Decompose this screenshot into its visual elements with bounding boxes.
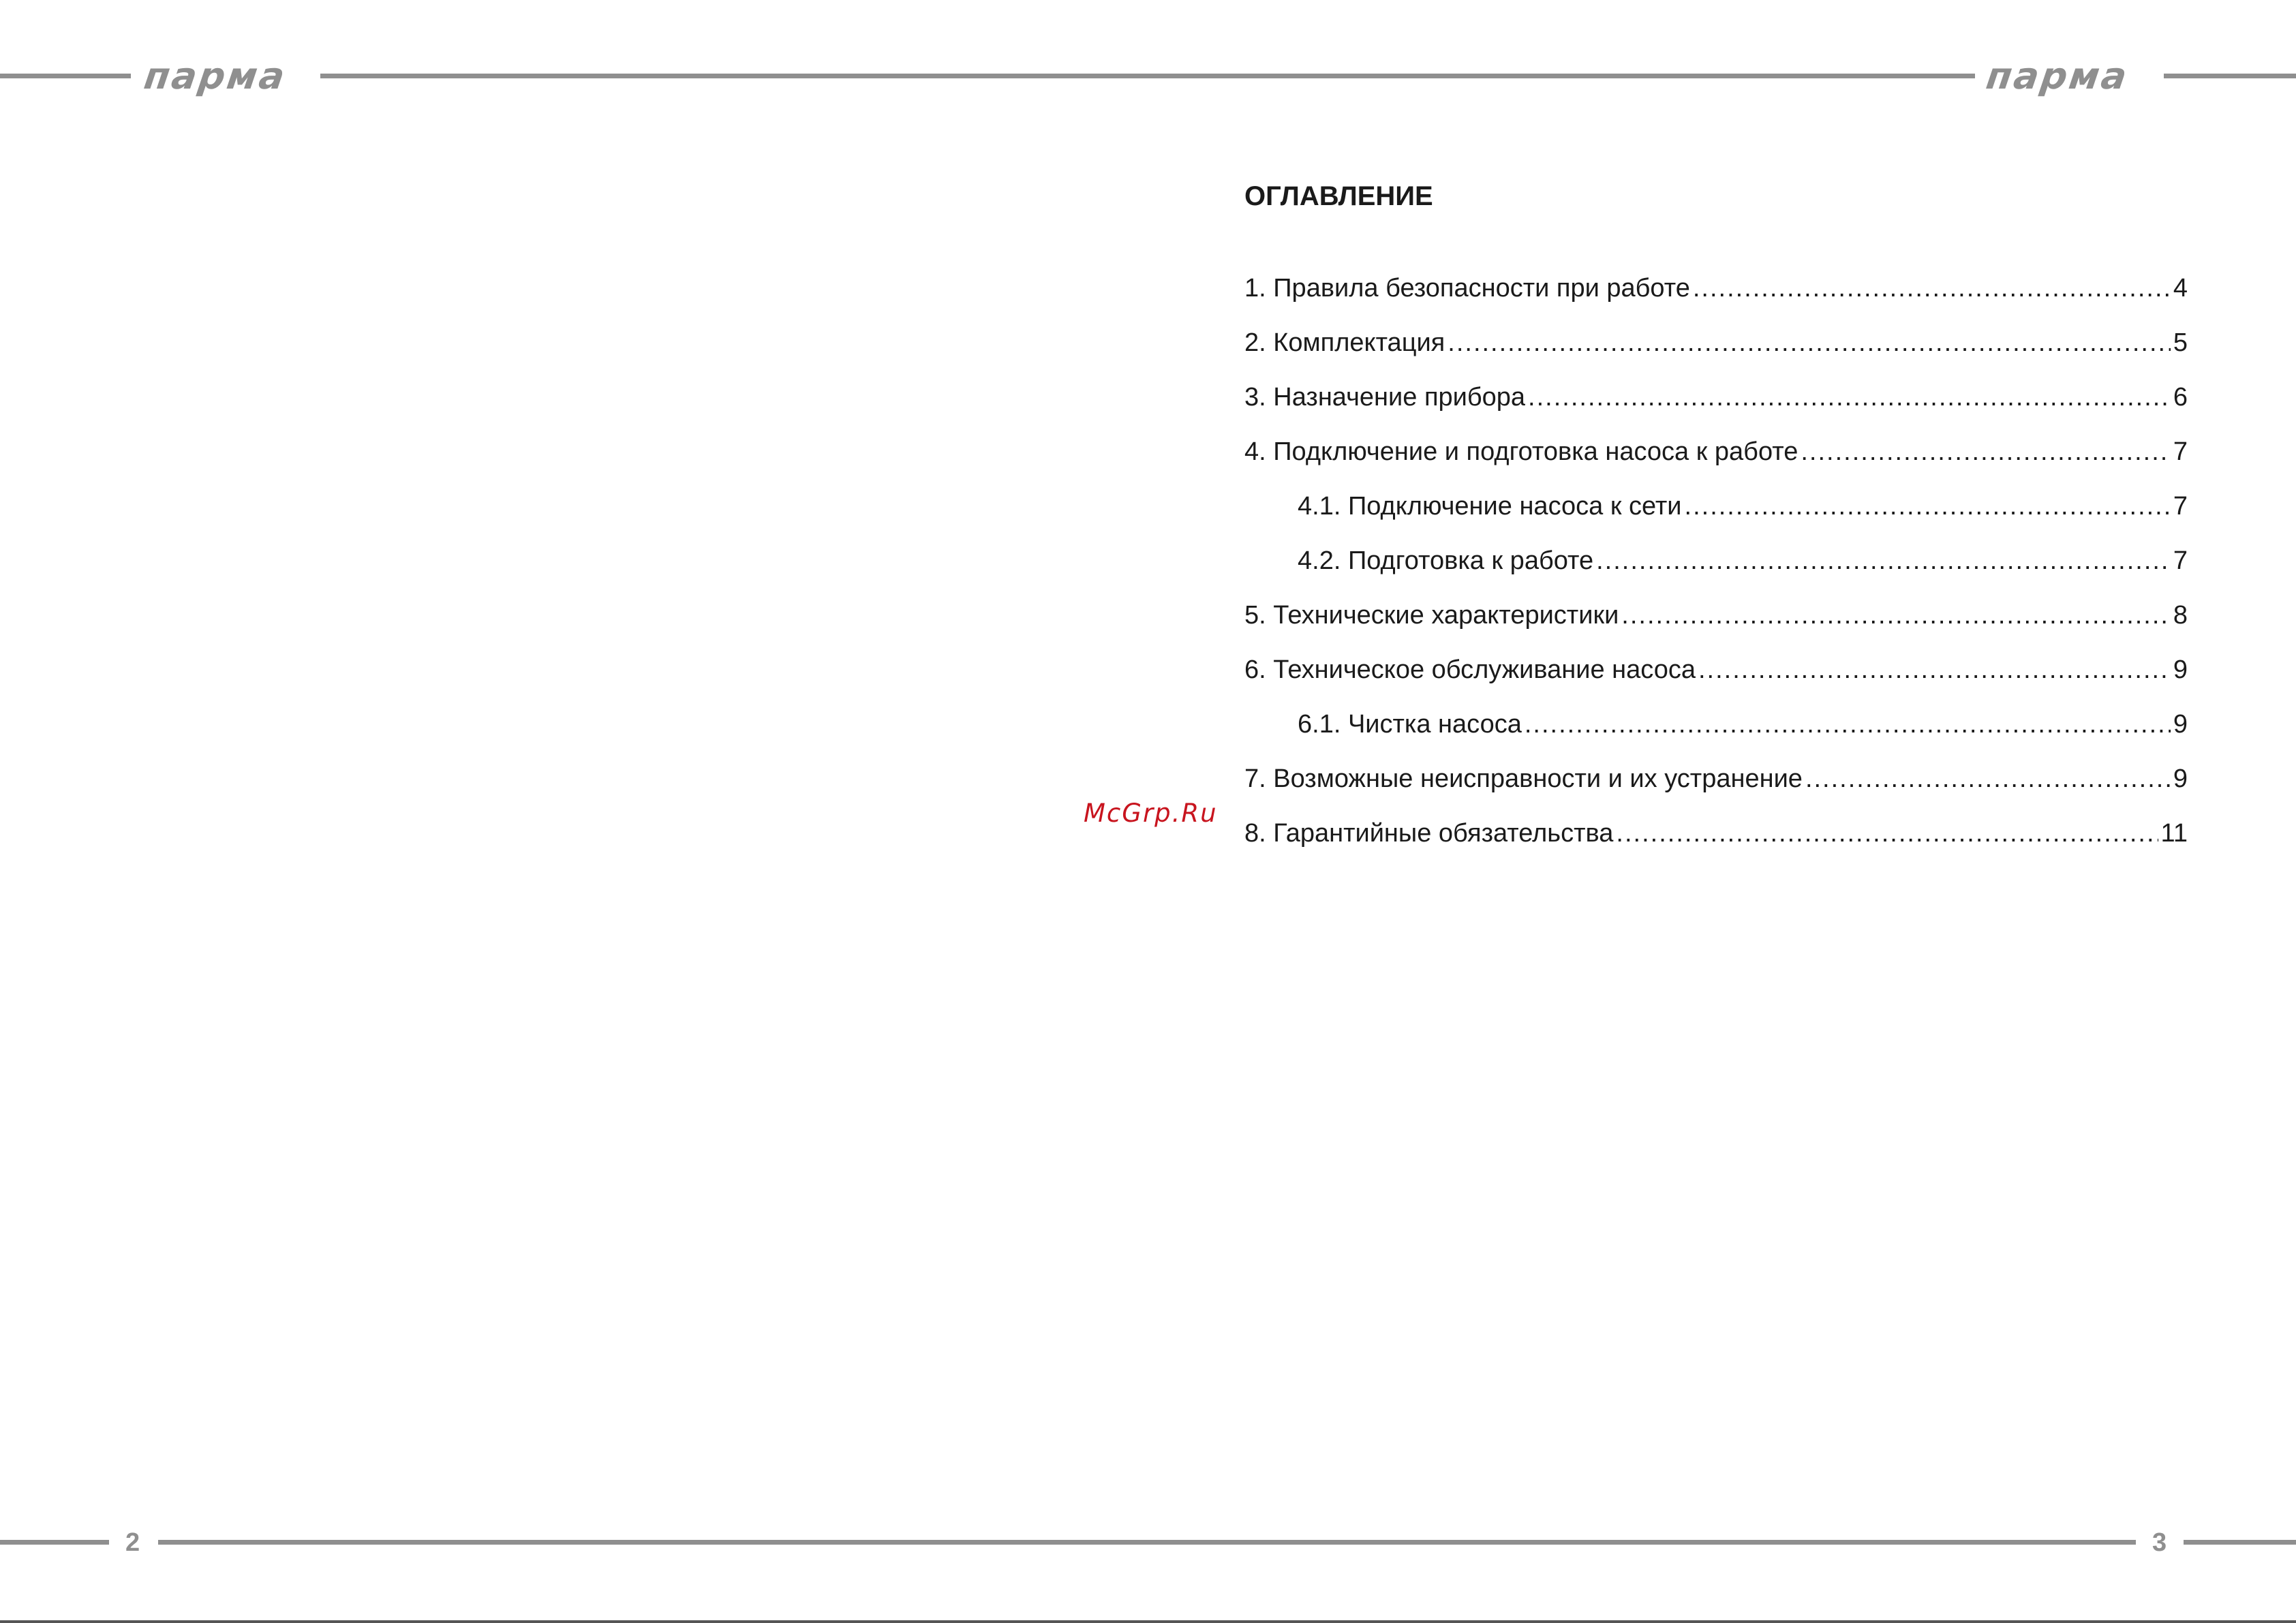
toc-entry-label: 3. Назначение прибора xyxy=(1244,383,1526,412)
toc-leader-dots xyxy=(1616,814,2158,853)
page-number-left: 2 xyxy=(125,1528,140,1557)
toc-entry[interactable] xyxy=(1244,377,2188,432)
toc-entry-label: 2. Комплектация xyxy=(1244,328,1445,357)
toc-entry-page: 9 xyxy=(2173,710,2188,739)
header-rule-right xyxy=(2164,74,2296,78)
toc-entry-page: 4 xyxy=(2173,274,2188,303)
toc-entry-label: 4.1. Подключение насоса к сети xyxy=(1298,492,1682,521)
toc-entry-page: 8 xyxy=(2173,601,2188,630)
brand-logo-right: парма xyxy=(1983,55,2132,97)
brand-logo-left: парма xyxy=(141,55,290,97)
toc-entry-page: 7 xyxy=(2173,546,2188,575)
toc-entry-label: 6.1. Чистка насоса xyxy=(1298,710,1522,739)
footer-rule-middle xyxy=(158,1540,2136,1545)
toc-entry-page: 7 xyxy=(2173,492,2188,521)
toc-leader-dots xyxy=(1528,377,2171,417)
toc-leader-dots xyxy=(1685,486,2171,526)
footer-rule-right xyxy=(2184,1540,2296,1545)
toc-leader-dots xyxy=(1525,705,2171,744)
toc-entry-label: 5. Технические характеристики xyxy=(1244,601,1619,630)
toc-entry-label: 4. Подключение и подготовка насоса к работе xyxy=(1244,437,1798,466)
header-rule-middle xyxy=(320,74,1975,78)
toc-title: ОГЛАВЛЕНИЕ xyxy=(1244,181,1433,211)
toc-entry[interactable] xyxy=(1244,814,2188,868)
toc-entry-label: 7. Возможные неисправности и их устранение xyxy=(1244,764,1803,793)
toc-entry-label: 1. Правила безопасности при работе xyxy=(1244,274,1690,303)
toc-leader-dots xyxy=(1621,596,2171,635)
toc-entry[interactable] xyxy=(1244,432,2188,486)
toc-leader-dots xyxy=(1805,759,2171,799)
watermark-text: McGrp.Ru xyxy=(1084,799,1218,828)
toc-subentry[interactable] xyxy=(1244,486,2188,541)
toc-entry[interactable] xyxy=(1244,323,2188,377)
footer-rule-left xyxy=(0,1540,109,1545)
toc-leader-dots xyxy=(1448,323,2171,362)
toc-entry-label: 4.2. Подготовка к работе xyxy=(1298,546,1594,575)
toc-leader-dots xyxy=(1596,541,2171,581)
toc-subentry[interactable] xyxy=(1244,541,2188,596)
toc-entry-page: 5 xyxy=(2173,328,2188,357)
page-number-right: 3 xyxy=(2152,1528,2167,1557)
toc-entry[interactable] xyxy=(1244,759,2188,814)
toc-entry[interactable] xyxy=(1244,650,2188,705)
toc-entry-page: 11 xyxy=(2160,819,2188,848)
toc-subentry[interactable] xyxy=(1244,705,2188,759)
toc-leader-dots xyxy=(1801,432,2170,472)
toc-entry-page: 6 xyxy=(2173,383,2188,412)
toc-entry-label: 8. Гарантийные обязательства xyxy=(1244,819,1614,848)
toc-entry-page: 7 xyxy=(2173,437,2188,466)
toc-entry-page: 9 xyxy=(2173,764,2188,793)
page-bottom-border xyxy=(0,1620,2296,1623)
toc-entry-page: 9 xyxy=(2173,655,2188,684)
header-rule-left xyxy=(0,74,131,78)
toc-entry[interactable] xyxy=(1244,268,2188,323)
toc-list xyxy=(1244,268,2188,868)
toc-leader-dots xyxy=(1698,650,2171,690)
toc-entry[interactable] xyxy=(1244,596,2188,650)
toc-leader-dots xyxy=(1693,268,2171,308)
toc-entry-label: 6. Техническое обслуживание насоса xyxy=(1244,655,1696,684)
